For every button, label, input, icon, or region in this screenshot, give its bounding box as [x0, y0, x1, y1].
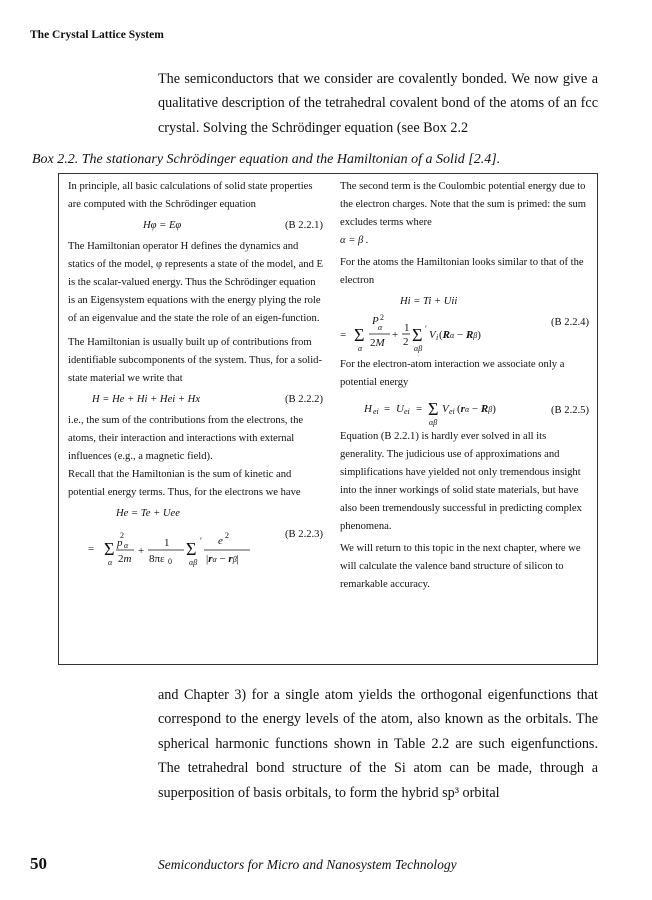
svg-text:αβ: αβ	[429, 418, 438, 427]
equation-b225-number: (B 2.2.5)	[551, 405, 589, 416]
body-paragraph-top: The semiconductors that we consider are covalently bonded. We now give a qualitative description of the tetrahedral covalent bond of the atoms of an fcc crystal. Solving the Schrödinger equation (see Box 2.2	[158, 71, 598, 136]
equation-b223-number: (B 2.2.3)	[285, 529, 323, 540]
svg-text:ei: ei	[373, 407, 379, 416]
svg-text:2: 2	[380, 313, 384, 322]
box-left-column	[68, 178, 323, 566]
svg-text:Σ: Σ	[412, 325, 423, 345]
body-paragraph-bottom: and Chapter 3) for a single atom yields the orthogonal eigenfunctions that correspond to the energy levels of the atom, also known as the orbitals. The spherical harmonic functions shown in Table 2.2 are such eigenfunctions. The tetrahedral bond structure of the Si atom can be made, through a superposition of basis orbitals, to form the hybrid sp³ orbital	[158, 687, 598, 801]
equation-b223-first-line	[68, 502, 323, 526]
equation-b223-expression: He = Te + Uee	[116, 508, 180, 519]
equation-b223-second-line	[68, 526, 323, 566]
equation-b222	[68, 388, 323, 412]
svg-text:α: α	[358, 344, 363, 353]
svg-text:0: 0	[168, 557, 172, 566]
svg-text:+: +	[392, 329, 399, 341]
svg-text:+: +	[138, 545, 145, 557]
box-right-paragraph-3: For the electron-atom interaction we associate only a potential energy	[340, 359, 565, 388]
equation-b221-number: (B 2.2.1)	[285, 220, 323, 231]
equation-b225-formula	[340, 392, 540, 432]
box-left-paragraph-2: The Hamiltonian operator H defines the dynamics and statics of the model, φ represents a state of the model, and E is the scalar-valued energy. Thus the Schrödinger equation is an Eigensystem equations with the energy plying the role of an eigenvalue and the state the role of an eigen-function.	[68, 241, 323, 324]
svg-text:p: p	[117, 537, 123, 549]
svg-text:U: U	[396, 403, 404, 415]
box-right-column	[340, 178, 589, 594]
svg-text:2M: 2M	[370, 337, 385, 349]
svg-text:ei: ei	[404, 407, 410, 416]
svg-text:αβ: αβ	[189, 558, 198, 567]
svg-text:α: α	[124, 541, 129, 550]
svg-text:(rα − Rβ): (rα − Rβ)	[457, 403, 496, 415]
svg-text:Σ: Σ	[186, 539, 197, 559]
footer-book-title: Semiconductors for Micro and Nanosystem Technology	[158, 857, 457, 872]
svg-text:′: ′	[425, 324, 427, 334]
svg-text:α: α	[108, 558, 113, 567]
box-caption: Box 2.2. The stationary Schrödinger equation and the Hamiltonian of a Solid [2.4].	[32, 152, 501, 167]
svg-text:ei: ei	[449, 407, 455, 416]
svg-text:=: =	[88, 543, 95, 555]
svg-text:αβ: αβ	[414, 344, 423, 353]
svg-text:′: ′	[200, 536, 202, 546]
svg-text:8πε: 8πε	[149, 553, 165, 565]
svg-text:Σ: Σ	[104, 539, 115, 559]
box-frame	[58, 173, 598, 665]
sum-condition: α = β .	[340, 235, 369, 246]
svg-text:H: H	[364, 403, 372, 415]
box-left-paragraph-1: In principle, all basic calculations of solid state properties are computed with the Schrödinger equation	[68, 181, 313, 210]
equation-b224-first-line	[340, 290, 589, 314]
equation-b221-expression: Hφ = Eφ	[143, 220, 182, 231]
equation-b222-number: (B 2.2.2)	[285, 394, 323, 405]
svg-text:2: 2	[120, 531, 124, 540]
equation-b221	[68, 214, 323, 238]
svg-text:e: e	[218, 535, 223, 547]
svg-text:2: 2	[225, 531, 229, 540]
svg-text:(Rα − Rβ): (Rα − Rβ)	[439, 329, 481, 341]
svg-text:|rα − rβ|: |rα − rβ|	[206, 553, 239, 565]
equation-b225	[340, 392, 589, 428]
box-right-paragraph-1: The second term is the Coulombic potential energy due to the electron charges. Note that the sum is primed: the sum excludes terms where	[340, 181, 587, 228]
equation-b224-expression: Hi = Ti + Uii	[400, 296, 458, 307]
svg-text:1: 1	[404, 322, 410, 334]
box-right-paragraph-2: For the atoms the Hamiltonian looks similar to that of the electron	[340, 257, 584, 286]
svg-text:Σ: Σ	[354, 325, 365, 345]
equation-b224-formula	[340, 314, 540, 358]
svg-text:=: =	[416, 403, 423, 415]
svg-text:2: 2	[403, 336, 409, 348]
svg-text:2m: 2m	[118, 553, 132, 565]
page-number: 50	[30, 854, 47, 873]
svg-text:P: P	[372, 315, 379, 327]
svg-text:=: =	[340, 329, 347, 341]
svg-text:Σ: Σ	[428, 399, 439, 419]
svg-text:α: α	[378, 323, 383, 332]
box-right-paragraph-4: Equation (B 2.2.1) is hardly ever solved in all its generality. The judicious use of approximations and simplifications have yielded not only tremendous insight into the inner workings of solid state materials, but have also been tremendously successful in predicting complex phenomena.	[340, 431, 582, 532]
equation-b224-second-line	[340, 314, 589, 356]
svg-text:V: V	[429, 329, 436, 341]
box-left-paragraph-5: Recall that the Hamiltonian is the sum of kinetic and potential energy terms. Thus, for the electrons we have	[68, 469, 301, 498]
box-right-paragraph-5: We will return to this topic in the next chapter, where we will calculate the valence band structure of silicon to remarkable accuracy.	[340, 543, 581, 590]
svg-text:i: i	[436, 333, 439, 342]
svg-text:1: 1	[164, 537, 170, 549]
running-head: The Crystal Lattice System	[30, 29, 164, 41]
box-left-paragraph-3: The Hamiltonian is usually built up of contributions from identifiable subcomponents of the system. Thus, for a solid-state material we write that	[68, 337, 323, 384]
box-left-paragraph-4: i.e., the sum of the contributions from the electrons, the atoms, their interaction and interactions with external influences (e.g., a magnetic field).	[68, 415, 304, 462]
svg-text:=: =	[384, 403, 391, 415]
svg-text:V: V	[442, 403, 449, 415]
equation-b224-number: (B 2.2.4)	[551, 317, 589, 328]
equation-b223-formula	[68, 526, 268, 570]
equation-b222-expression: H = He + Hi + Hei + Hx	[92, 394, 201, 405]
